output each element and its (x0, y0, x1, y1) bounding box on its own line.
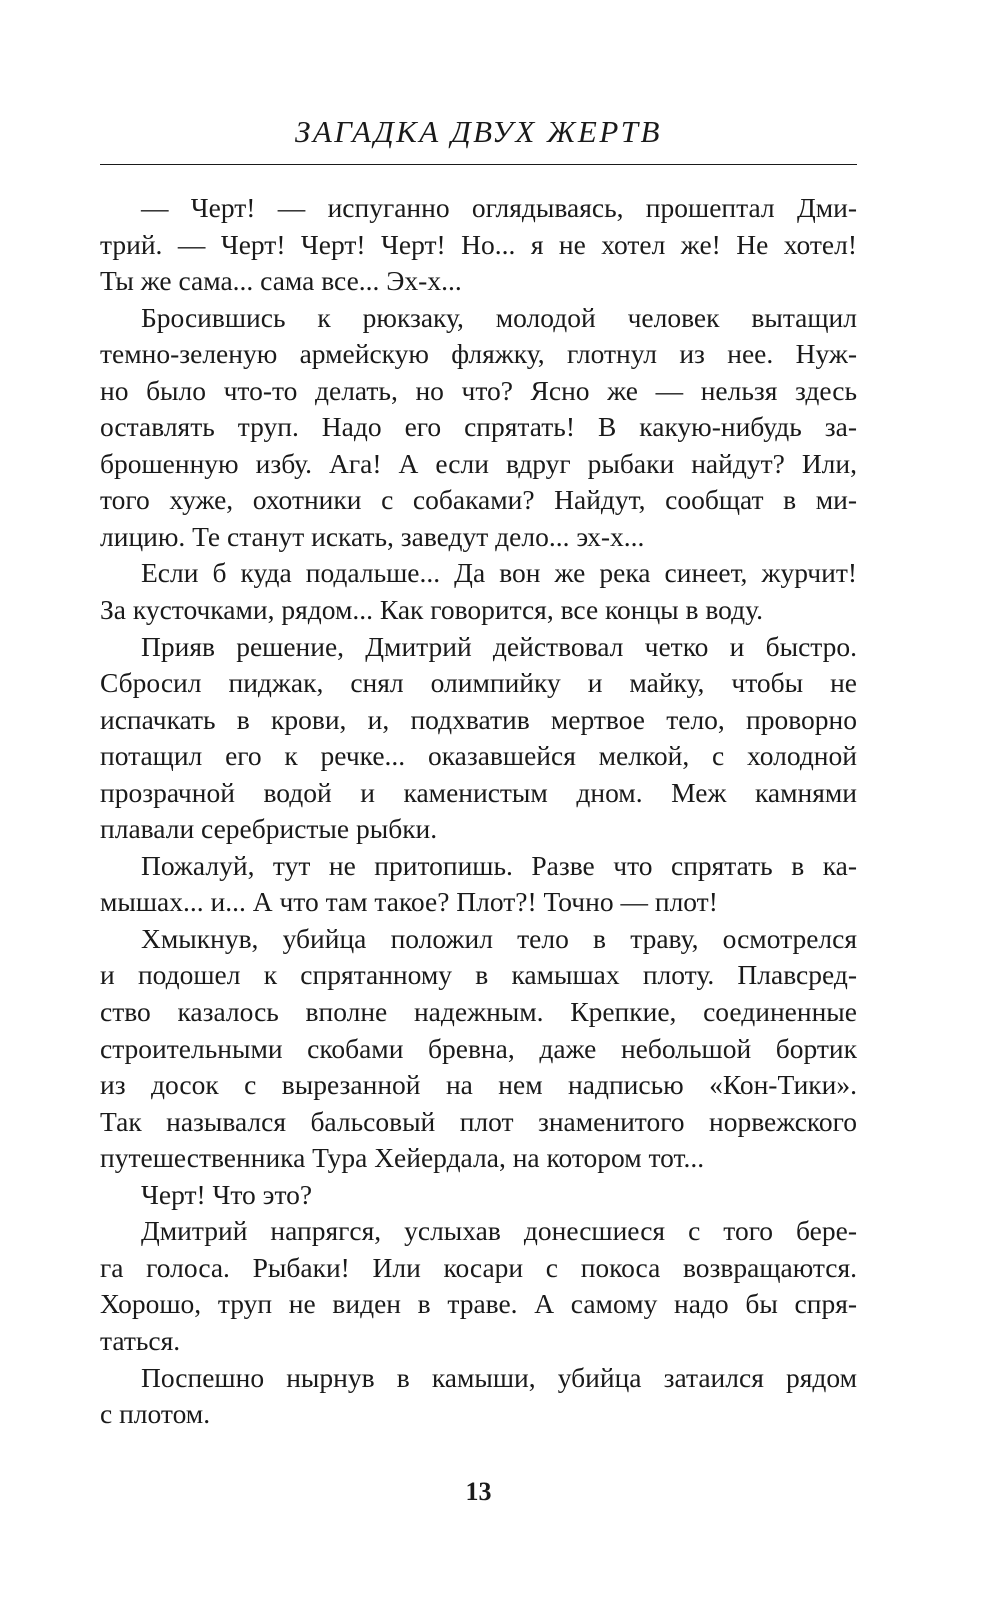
text-line: плавали серебристые рыбки. (100, 813, 438, 845)
text-line: Если б куда подальше... Да вон же река синеет, журчит! (141, 557, 857, 589)
text-line: Дмитрий напрягся, услыхав донесшиеся с того бере- (141, 1215, 857, 1247)
text-line: потащил его к речке... оказавшейся мелкой, с холодной (100, 740, 857, 772)
header-rule (100, 164, 857, 165)
text-line: путешественника Тура Хейердала, на котором тот... (100, 1142, 705, 1174)
text-line: с плотом. (100, 1398, 211, 1430)
text-line: Поспешно нырнув в камыши, убийца затаился рядом (141, 1361, 857, 1393)
text-line: Черт! Что это? (141, 1178, 313, 1210)
text-line: За кусточками, рядом... Как говорится, все концы в воду. (100, 594, 764, 626)
text-line: Прияв решение, Дмитрий действовал четко и быстро. (141, 630, 857, 662)
text-line: и подошел к спрятанному в камышах плоту. Плавсред- (100, 959, 857, 991)
text-line: лицию. Те станут искать, заведут дело... эх-х... (100, 520, 645, 552)
text-line: оставлять труп. Надо его спрятать! В какую-нибудь за- (100, 411, 857, 443)
text-line: Пожалуй, тут не притопишь. Разве что спрятать в ка- (141, 849, 857, 881)
text-line: строительными скобами бревна, даже небольшой бортик (100, 1032, 857, 1064)
text-line: прозрачной водой и каменистым дном. Меж камнями (100, 776, 857, 808)
text-line: ство казалось вполне надежным. Крепкие, соединенные (100, 996, 857, 1028)
text-line: Хорошо, труп не виден в траве. А самому надо бы спря- (100, 1288, 857, 1320)
text-line: Сбросил пиджак, снял олимпийку и майку, чтобы не (100, 667, 857, 699)
text-line: того хуже, охотники с собаками? Найдут, сообщат в ми- (100, 484, 857, 516)
text-line: Ты же сама... сама все... Эх-х... (100, 265, 462, 297)
text-line: но было что-то делать, но что? Ясно же — нельзя здесь (100, 374, 857, 406)
running-head: ЗАГАДКА ДВУХ ЖЕРТВ (295, 114, 662, 149)
text-line: — Черт! — испуганно оглядываясь, прошептал Дми- (141, 192, 857, 223)
body-text (100, 190, 857, 1433)
text-line: Хмыкнув, убийца положил тело в траву, осмотрелся (141, 922, 857, 954)
text-line: из досок с вырезанной на нем надписью «Кон-Тики». (100, 1069, 857, 1101)
text-line: таться. (100, 1324, 181, 1356)
text-line: темно-зеленую армейскую фляжку, глотнул из нее. Нуж- (100, 338, 857, 370)
text-line: испачкать в крови, и, подхватив мертвое тело, проворно (100, 703, 857, 735)
text-line: брошенную избу. Ага! А если вдруг рыбаки найдут? Или, (100, 447, 857, 479)
text-line: Так назывался бальсовый плот знаменитого норвежского (100, 1105, 857, 1137)
page-number: 13 (465, 1477, 492, 1506)
text-line: га голоса. Рыбаки! Или косари с покоса возвращаются. (100, 1251, 857, 1283)
text-line: Бросившись к рюкзаку, молодой человек вытащил (141, 301, 857, 333)
text-line: трий. — Черт! Черт! Черт! Но... я не хотел же! Не хотел! (100, 228, 857, 260)
text-line: мышах... и... А что там такое? Плот?! Точно — плот! (100, 886, 718, 918)
